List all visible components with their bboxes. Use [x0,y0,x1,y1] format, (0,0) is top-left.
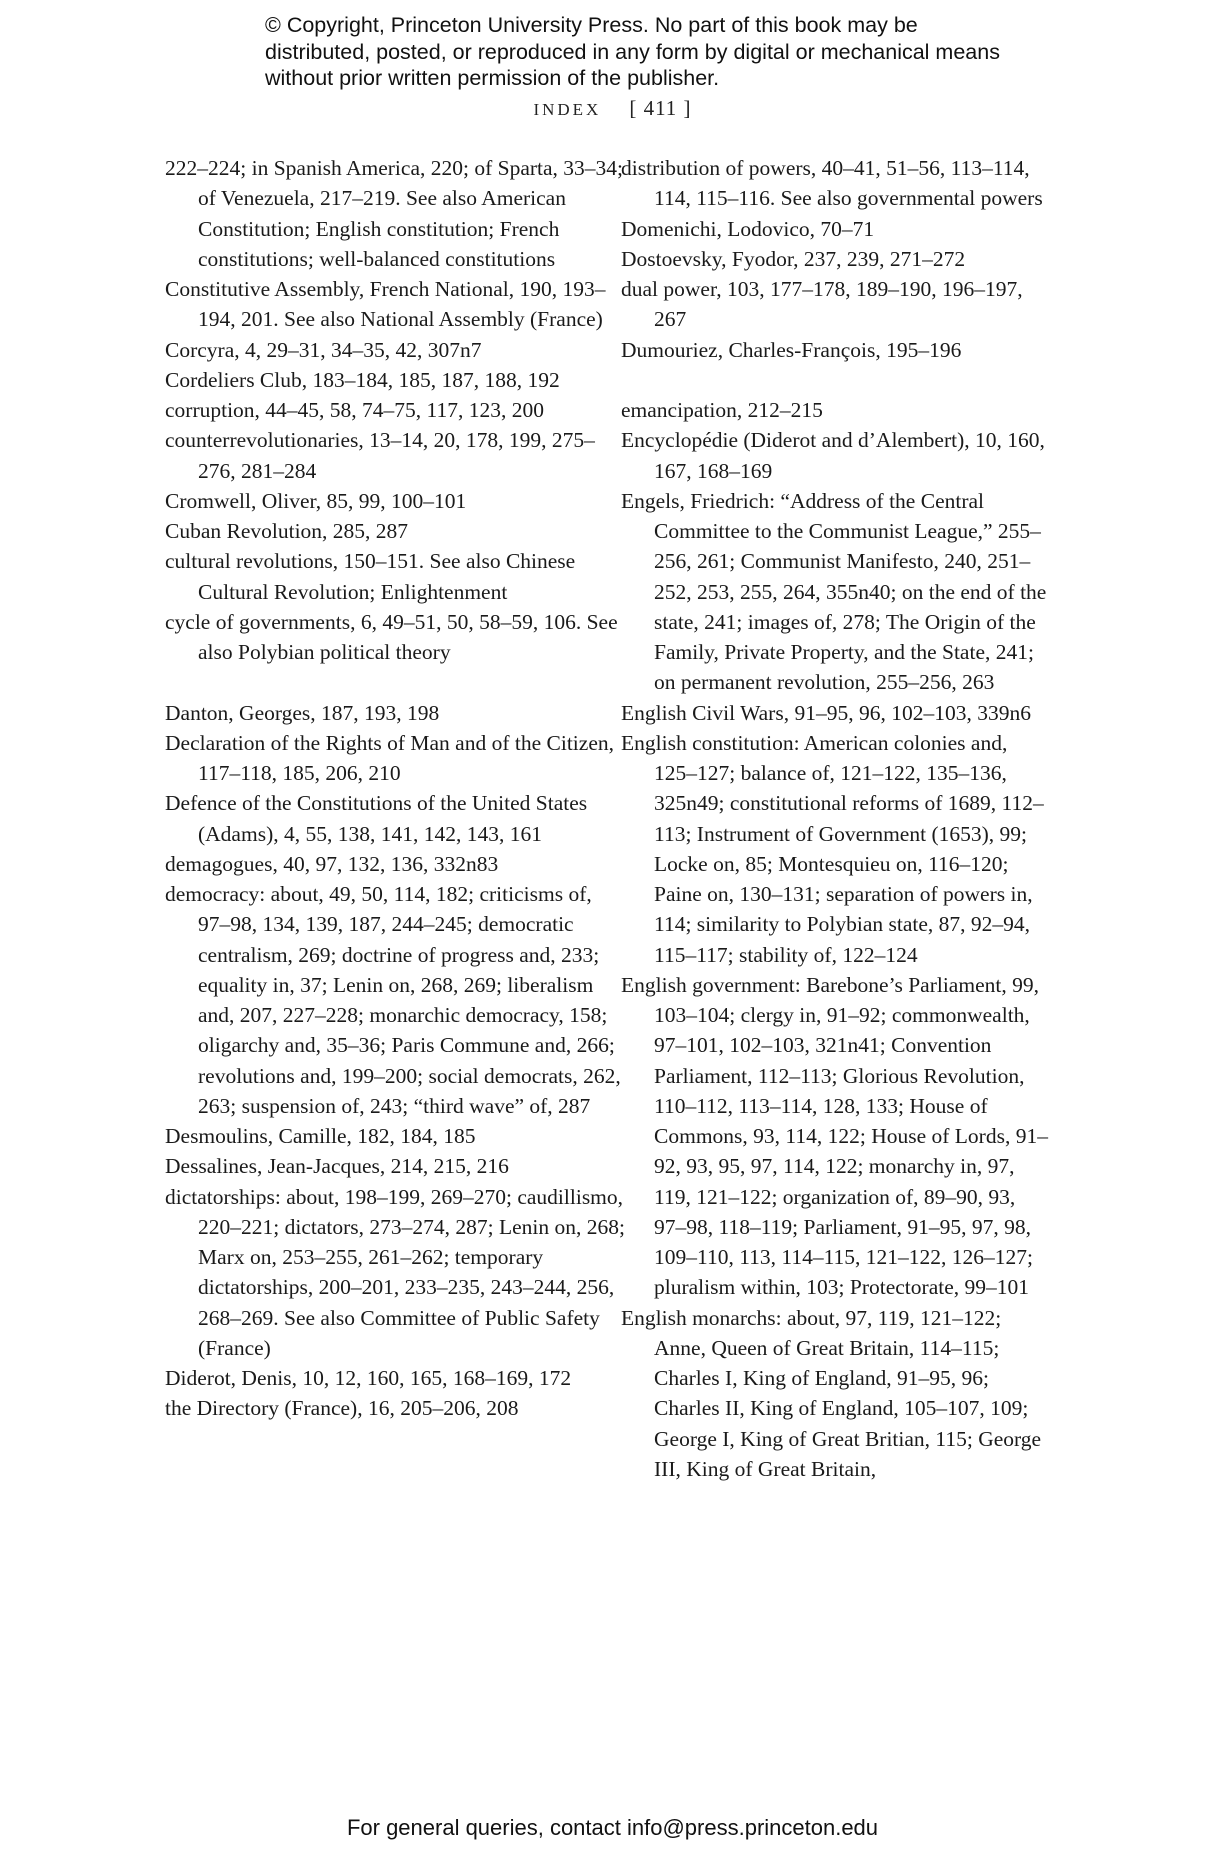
index-entry: Dumouriez, Charles-François, 195–196 [621,337,962,362]
page-number: [ 411 ] [629,96,692,120]
index-column-right [621,153,1051,1484]
index-entry: democracy: about, 49, 50, 114, 182; criticisms of, 97–98, 134, 139, 187, 244–245; democratic centralism, 269; doctrine of progress and, 233; equality in, 37; Lenin on, 268, 269; liberalism and, 207, 227–228; monarchic democracy, 158; oligarchy and, 35–36; Paris Commune and, 266; revolutions and, 199–200; social democrats, 262, 263; suspension of, 243; “third wave” of, 287 [165,882,621,1118]
index-entry: Diderot, Denis, 10, 12, 160, 165, 168–169, 172 [165,1366,572,1390]
index-entry: Cordeliers Club, 183–184, 185, 187, 188, 192 [165,367,560,392]
index-entry: Cromwell, Oliver, 85, 99, 100–101 [165,488,467,513]
index-entry: English government: Barebone’s Parliament, 99, 103–104; clergy in, 91–92; commonwealth, 97–101, 102–103, 321n41; Convention Parliament, 112–113; Glorious Revolution, 110–112, 113–114, 128, 133; House of Commons, 93, 114, 122; House of Lords, 91–92, 93, 95, 97, 114, 122; monarchy in, 97, 119, 121–122; organization of, 89–90, 93, 97–98, 118–119; Parliament, 91–95, 97, 98, 109–110, 113, 114–115, 121–122, 126–127; pluralism within, 103; Protectorate, 99–101 [621,972,1048,1300]
index-entry: counterrevolutionaries, 13–14, 20, 178, 199, 275–276, 281–284 [165,428,595,483]
index-entry: Defence of the Constitutions of the United States (Adams), 4, 55, 138, 141, 142, 143, 161 [165,791,588,846]
index-entry: English Civil Wars, 91–95, 96, 102–103, 339n6 [621,700,1031,725]
index-column-left [165,153,625,1424]
letter-group-divider [621,365,1051,395]
running-head [0,96,1225,121]
index-entry: Corcyra, 4, 29–31, 34–35, 42, 307n7 [165,337,482,362]
index-entry: cultural revolutions, 150–151. See also Chinese Cultural Revolution; Enlightenment [165,549,576,604]
index-entry: Desmoulins, Camille, 182, 184, 185 [165,1124,476,1148]
index-entry: emancipation, 212–215 [621,398,823,422]
index-entry: dictatorships: about, 198–199, 269–270; caudillismo, 220–221; dictators, 273–274, 287; Lenin on, 268; Marx on, 253–255, 261–262; temporary dictatorships, 200–201, 233–235, 243–244, 256, 268–269. See also Committee of Public Safety (France) [165,1184,625,1360]
contact-footer: For general queries, contact info@press.princeton.edu [346,1815,879,1840]
index-entry: the Directory (France), 16, 205–206, 208 [165,1396,519,1421]
index-entry: corruption, 44–45, 58, 74–75, 117, 123, 200 [165,398,545,422]
index-entry: Cuban Revolution, 285, 287 [165,519,409,543]
index-entry: Engels, Friedrich: “Address of the Central Committee to the Communist League,” 255–256, 261; Communist Manifesto, 240, 251–252, 253, 255, 264, 355n40; on the end of the state, 241; images of, 278; The Origin of the Family, Private Property, and the State, 241; on permanent revolution, 255–256, 263 [621,488,1047,695]
index-entry: Dostoevsky, Fyodor, 237, 239, 271–272 [621,246,966,271]
section-title: INDEX [533,100,602,119]
index-entry: Domenichi, Lodovico, 70–71 [621,216,875,241]
index-entry: distribution of powers, 40–41, 51–56, 113–114, 114, 115–116. See also governmental powers [621,156,1043,211]
index-entry: cycle of governments, 6, 49–51, 50, 58–59, 106. See also Polybian political theory [165,609,618,664]
letter-group-divider [165,667,625,697]
index-entry: Declaration of the Rights of Man and of the Citizen, 117–118, 185, 206, 210 [165,730,614,785]
index-entry: 222–224; in Spanish America, 220; of Sparta, 33–34; of Venezuela, 217–219. See also American Constitution; English constitution; French constitutions; well-balanced constitutions [165,156,624,271]
index-entry: English monarchs: about, 97, 119, 121–122; Anne, Queen of Great Britain, 114–115; Charles I, King of England, 91–95, 96; Charles II, King of England, 105–107, 109; George I, King of Great Britian, 115; George III, King of Great Britain, [621,1305,1042,1481]
index-entry: dual power, 103, 177–178, 189–190, 196–197, 267 [621,277,1023,332]
index-entry: Constitutive Assembly, French National, 190, 193–194, 201. See also National Assembly (France) [165,277,606,332]
index-entry: English constitution: American colonies and, 125–127; balance of, 121–122, 135–136, 325n49; constitutional reforms of 1689, 112–113; Instrument of Government (1653), 99; Locke on, 85; Montesquieu on, 116–120; Paine on, 130–131; separation of powers in, 114; similarity to Polybian state, 87, 92–94, 115–117; stability of, 122–124 [621,730,1044,967]
index-entry: Encyclopédie (Diderot and d’Alembert), 10, 160, 167, 168–169 [621,428,1045,483]
index-entry: Danton, Georges, 187, 193, 198 [165,700,440,725]
copyright-notice: © Copyright, Princeton University Press. No part of this book may be distributed, posted, or reproduced in any form by digital or mechanical means without prior written permission of the publisher. [265,13,1000,90]
index-entry: demagogues, 40, 97, 132, 136, 332n83 [165,851,499,876]
index-entry: Dessalines, Jean-Jacques, 214, 215, 216 [165,1154,509,1179]
